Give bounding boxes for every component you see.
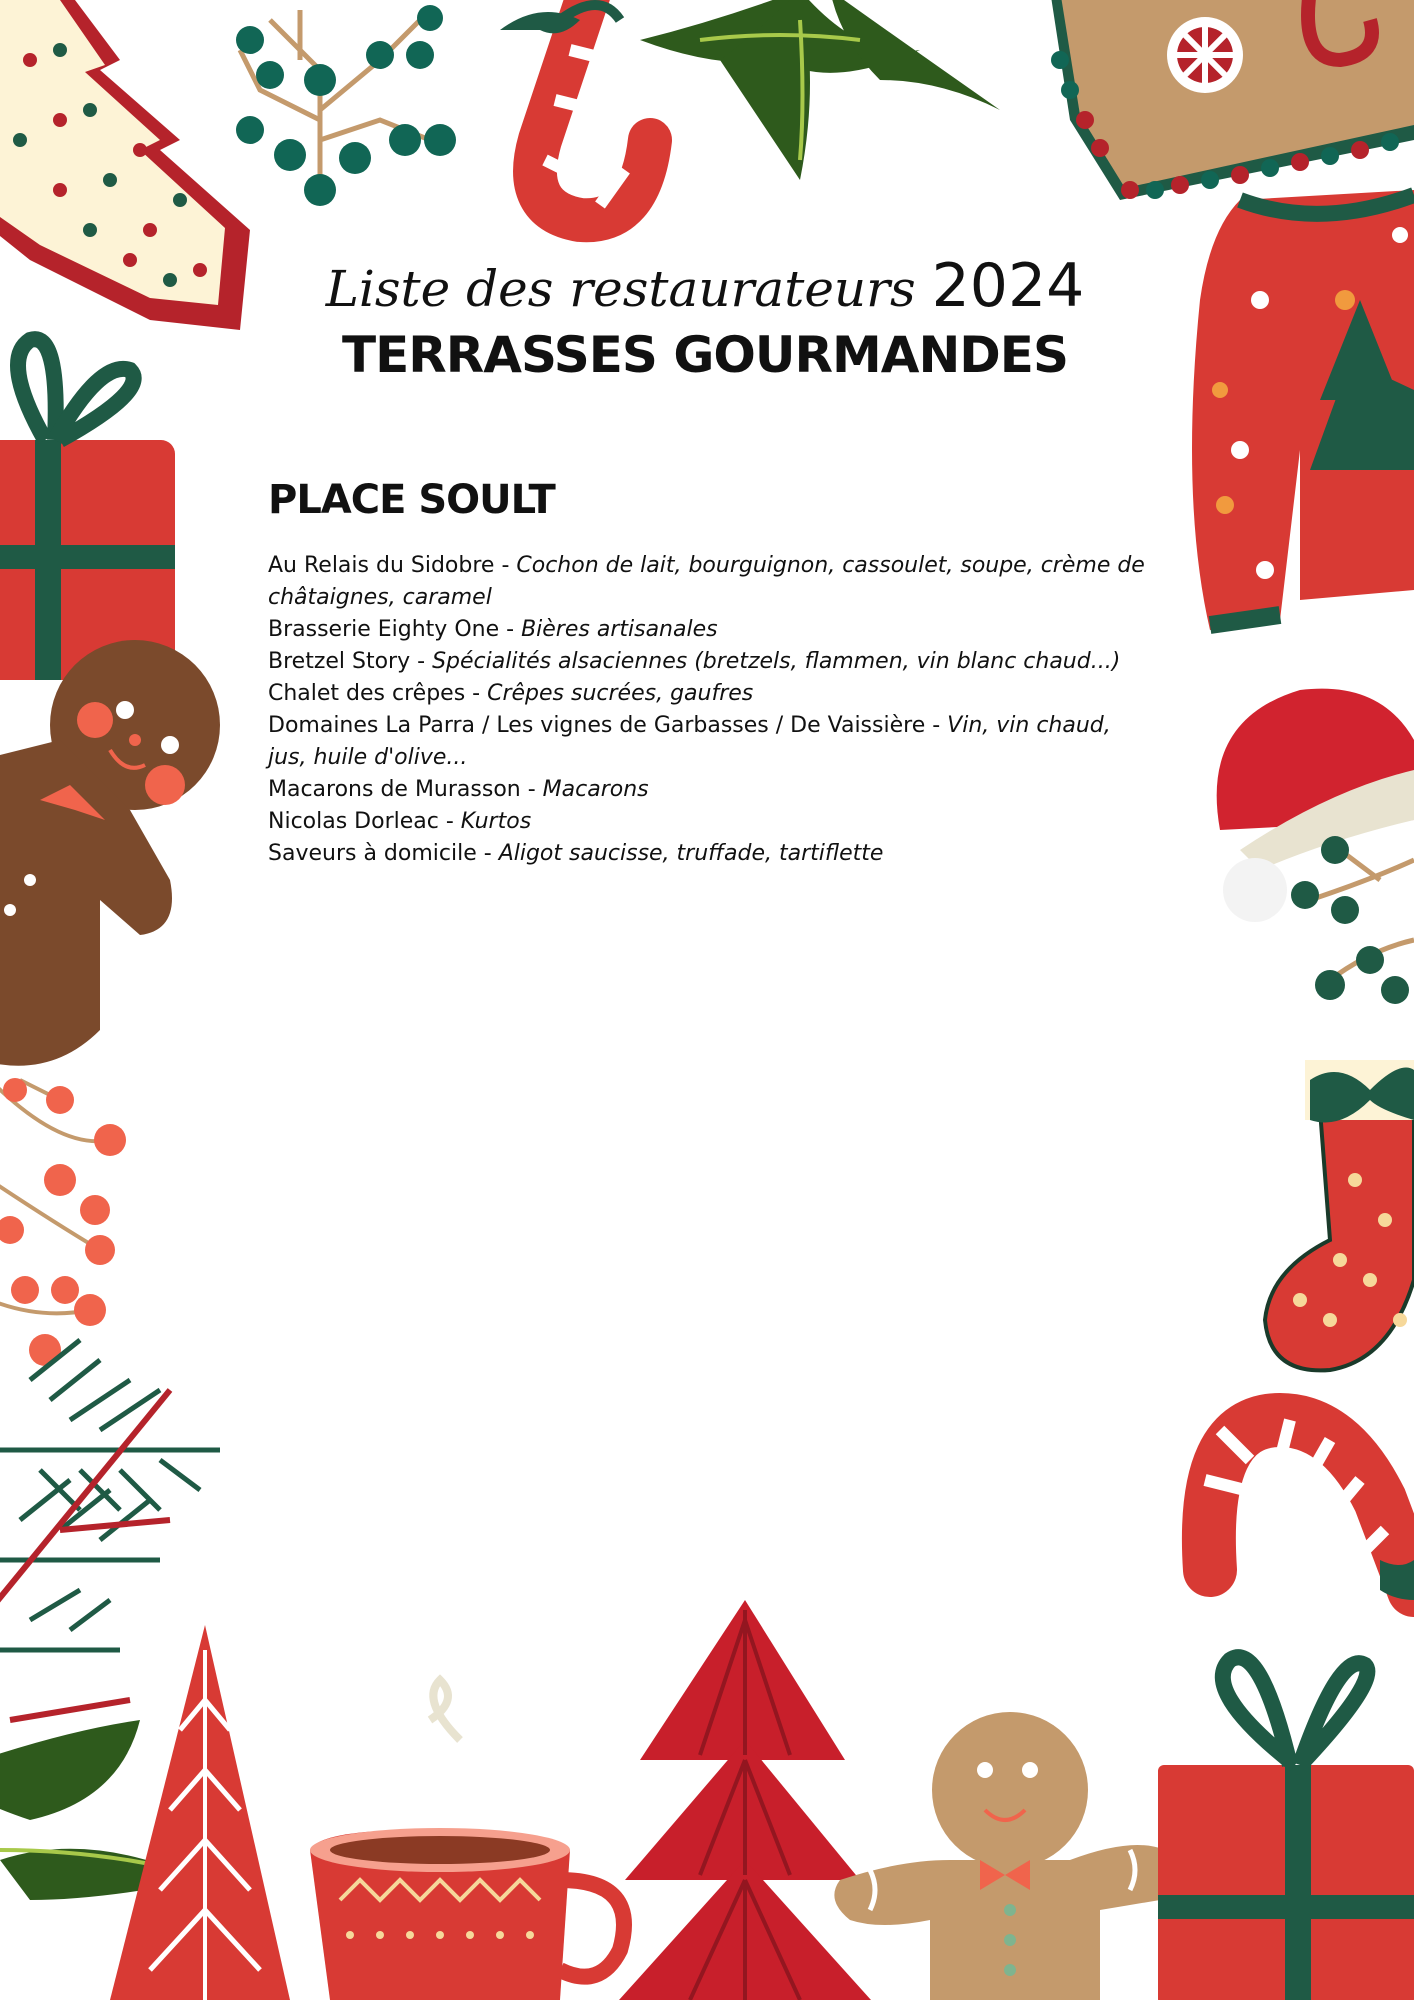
hot-drink-cup-icon xyxy=(310,1680,624,2000)
restaurant-name: Saveurs à domicile xyxy=(268,841,477,866)
fir-branch-icon xyxy=(0,1340,220,1650)
separator: - xyxy=(465,681,488,706)
restaurant-desc: Crêpes sucrées, gaufres xyxy=(487,681,754,706)
restaurant-name: Bretzel Story xyxy=(268,649,411,674)
page-subtitle xyxy=(290,250,1120,325)
red-branch-icon xyxy=(0,1390,170,1720)
restaurant-desc: Bières artisanales xyxy=(521,617,718,642)
holly-leaves-icon xyxy=(640,0,1000,180)
list-item xyxy=(268,806,1148,838)
separator: - xyxy=(494,553,517,578)
script-title: Liste des restaurateurs xyxy=(325,260,916,318)
restaurant-desc: Cochon de lait, bourguignon, cassoulet, soupe, crème de châtaignes, caramel xyxy=(268,553,1145,610)
separator: - xyxy=(499,617,522,642)
restaurant-desc: Spécialités alsaciennes (bretzels, flammen, vin blanc chaud...) xyxy=(432,649,1121,674)
page-title: TERRASSES GOURMANDES xyxy=(342,326,1068,384)
list-item xyxy=(268,710,1148,774)
restaurant-name: Au Relais du Sidobre xyxy=(268,553,495,578)
separator: - xyxy=(925,713,948,738)
separator: - xyxy=(476,841,499,866)
section-title: PLACE SOULT xyxy=(268,477,555,523)
candy-cane-icon xyxy=(500,0,650,220)
tiered-tree-icon xyxy=(610,1600,880,2000)
restaurant-desc: Macarons xyxy=(542,777,649,802)
berries-icon xyxy=(236,5,456,206)
title-year: 2024 xyxy=(931,251,1085,321)
list-item xyxy=(268,774,1148,806)
red-berries-icon xyxy=(0,1078,126,1366)
separator: - xyxy=(520,777,543,802)
restaurant-name: Macarons de Murasson xyxy=(268,777,521,802)
gingerbread-house-icon xyxy=(1050,0,1414,200)
restaurant-desc: Vin, vin chaud, jus, huile d'olive... xyxy=(268,713,1111,770)
list-item xyxy=(268,614,1148,646)
separator: - xyxy=(410,649,433,674)
restaurant-list-section xyxy=(268,470,1148,870)
gift-box-bottom-icon xyxy=(1158,1657,1414,2000)
title-block xyxy=(0,250,1414,385)
separator: - xyxy=(438,809,461,834)
restaurant-desc: Aligot saucisse, truffade, tartiflette xyxy=(498,841,884,866)
berry-branch-right-icon xyxy=(1291,836,1414,1004)
list-item xyxy=(268,550,1148,614)
christmas-stocking-icon xyxy=(1265,1060,1414,1370)
restaurant-name: Brasserie Eighty One xyxy=(268,617,500,642)
list-item xyxy=(268,838,1148,870)
gift-box-icon xyxy=(0,339,175,680)
restaurant-desc: Kurtos xyxy=(460,809,532,834)
list-item xyxy=(268,678,1148,710)
candy-cane-right-icon xyxy=(1205,1420,1414,1600)
restaurant-name: Domaines La Parra / Les vignes de Garbasses / De Vaissière xyxy=(268,713,926,738)
restaurant-list xyxy=(268,550,1148,870)
list-item xyxy=(268,646,1148,678)
striped-tree-icon xyxy=(110,1625,290,2000)
gingerbread-man-bottom-icon xyxy=(834,1712,1182,2000)
restaurant-name: Nicolas Dorleac xyxy=(268,809,439,834)
gingerbread-man-icon xyxy=(0,640,220,1066)
restaurant-name: Chalet des crêpes xyxy=(268,681,466,706)
berry-branch-icon xyxy=(240,10,430,190)
